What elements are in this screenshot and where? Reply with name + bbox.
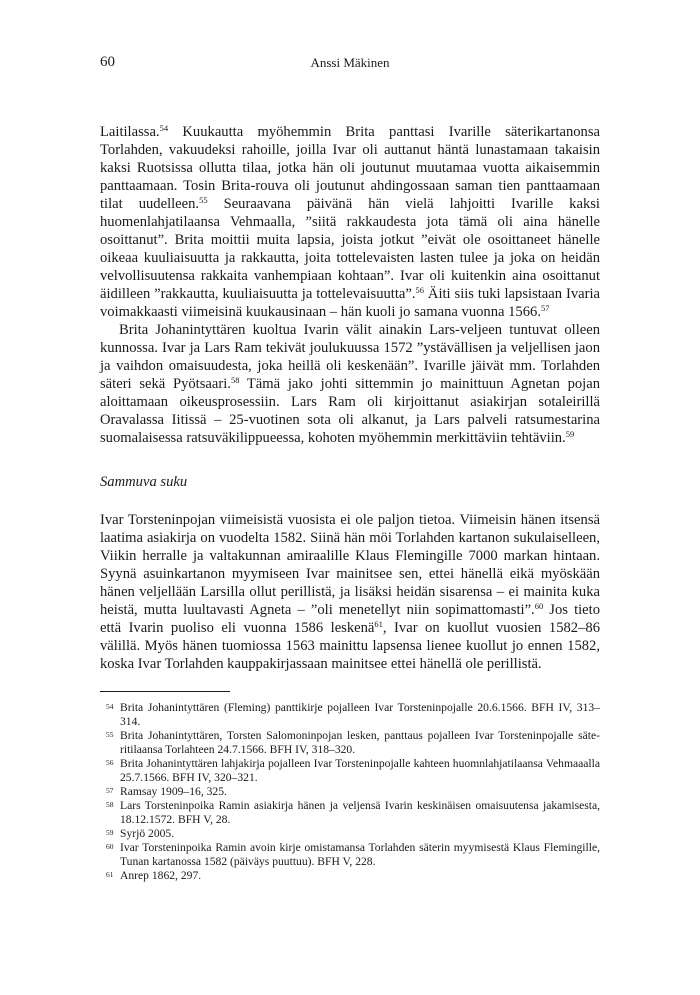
- footnote-number: 59: [106, 828, 114, 837]
- footnote: [100, 701, 600, 729]
- footnote-ref: 56: [415, 285, 424, 295]
- footnote: [100, 785, 600, 799]
- body-text: [100, 123, 600, 447]
- text-run: Ivar Torsteninpojan viimeisistä vuosista ei ole paljon tietoa. Viimeisin hänen itsensä laatima asiakirja on vuodelta 1582. Siinä hän möi Torlahden kartanon sukulaiselleen, Viikin herralle ja valtakunnan amiraalille Klaus Flemingille 7000 markan hintaan. Syynä asuinkartanon myymiseen Ivar mainitsee sen, ettei hänellä eikä myöskään hänen veljellään Larsilla ollut perillistä, ja lisäksi heidän sisarensa – ei mainita kuka heistä, mutta luultavasti Agneta – ”oli menetellyt niin sopimattomasti”.: [100, 512, 600, 618]
- text-run: Brita Johanintyttären kuoltua Ivarin välit ainakin Lars-veljeen tuntuvat olleen kunnossa. Ivar ja Lars Ram tekivät joulukuussa 1572 ”ystävällisen ja veljellisen jaon ja vaihdon omaisuudesta, joka heillä oli keskenään”. Ivarille jäivät mm. Torlahden säteri sekä Pyötsaari.: [100, 322, 600, 392]
- footnote-text: Anrep 1862, 297.: [120, 869, 202, 882]
- text-run: Laitilassa.: [100, 124, 160, 140]
- text-run: Äiti siis tuki lapsistaan Ivaria voimakkaasti viimeisinä kuukausinaan – hän kuoli jo samana vuonna 1566.: [100, 286, 600, 320]
- footnote-ref: 54: [159, 123, 169, 133]
- footnote: [100, 757, 600, 785]
- page-number: 60: [100, 54, 115, 70]
- running-title: Anssi Mäkinen: [310, 55, 390, 70]
- footnote-ref: 59: [565, 429, 575, 439]
- footnote: [100, 729, 600, 757]
- footnote-number: 54: [106, 702, 114, 711]
- footnote-ref: 60: [534, 601, 544, 611]
- footnote-number: 60: [106, 842, 114, 851]
- paragraph-2: [100, 321, 600, 447]
- footnote-rule: [100, 691, 230, 692]
- footnote-number: 61: [106, 870, 114, 879]
- footnote-number: 55: [106, 730, 114, 739]
- paragraph-1: [100, 123, 600, 321]
- text-run: Seuraavana päivänä hän vielä lahjoitti Ivarille kaksi huomenlahjatilaansa Vehmaalla, ”siitä rakkaudesta jota tämä oli aina hänelle osoittanut”. Brita moittii muita lapsia, joista jotkut ”eivät ole osoittaneet hänelle oikeaa kuuliaisuutta ja rakkautta, joita tottelevaisten lasten tulee ja joka on heidän velvollisuutensa rakkaita vanhempiaan kohtaan”. Ivar oli kuitenkin aina osoittanut äidilleen ”rakkautta, kuuliaisuutta ja tottelevaisuutta”.: [100, 196, 600, 302]
- footnotes: [100, 701, 600, 883]
- text-run: , Ivar on kuollut vuosien 1582–86 välillä. Myös hänen tuomiossa 1563 mainittu lapsensa lienee kuollut jo ennen 1582, koska Ivar Torlahden kauppakirjassaan mainitsee ettei hänellä ole perillistä.: [100, 620, 600, 672]
- section-heading: Sammuva suku: [100, 474, 188, 490]
- footnote-text: Syrjö 2005.: [120, 827, 175, 840]
- running-header: [100, 54, 600, 74]
- footnote-number: 58: [106, 800, 114, 809]
- footnote-ref: 57: [540, 303, 550, 313]
- footnote-ref: 55: [199, 195, 208, 205]
- footnote-ref: 61: [374, 619, 383, 629]
- footnote: [100, 869, 600, 883]
- footnote: [100, 841, 600, 869]
- footnote-text: Brita Johanintyttären, Torsten Salomoninpojan lesken, panttaus pojalleen Ivar Torsteninpojalle säteritilaansa Torlahteen 24.7.1566. BFH IV, 318–320.: [120, 729, 600, 756]
- footnote-text: Brita Johanintyttären lahjakirja pojalleen Ivar Torsteninpojalle kahteen huomnlahjatilaansa Vehmaaalla 25.7.1566. BFH IV, 320–321.: [120, 757, 600, 784]
- footnote-text: Brita Johanintyttären (Fleming) panttikirje pojalleen Ivar Torsteninpojalle 20.6.1566. BFH IV, 313–314.: [120, 701, 600, 728]
- footnote-ref: 58: [230, 375, 240, 385]
- paragraph-3: [100, 511, 600, 673]
- footnote: [100, 827, 600, 841]
- footnote-number: 56: [106, 758, 114, 767]
- footnote-text: Ivar Torsteninpoika Ramin avoin kirje omistamansa Torlahden säterin myymisestä Klaus Flemingille, Tunan kartanossa 1582 (päiväys puuttuu). BFH V, 228.: [120, 841, 600, 868]
- footnote-text: Lars Torsteninpoika Ramin asiakirja hänen ja veljensä Ivarin keskinäisen omaisuutensa jakamisesta, 18.12.1572. BFH V, 28.: [120, 799, 600, 826]
- text-run: Kuukautta myöhemmin Brita panttasi Ivarille säterikartanonsa Torlahden, vakuudeksi rahoille, joilla Ivar oli auttanut häntä lunastamaan takaisin kaksi Ruotsissa ollutta tilaa, jotka hän oli joutunut muutamaa vuotta aikaisemmin panttaamaan. Tosin Brita-rouva oli joutunut ahdingossaan saman tien panttaamaan tilat uudelleen.: [100, 124, 600, 212]
- footnote-text: Ramsay 1909–16, 325.: [120, 785, 227, 798]
- section-text: [100, 511, 600, 673]
- text-run: Jos tieto että Ivarin puoliso eli vuonna 1586 leskenä: [100, 602, 601, 636]
- text-run: Tämä jako johti sittemmin jo mainittuun Agnetan pojan aloittamaan oikeusprosessiin. Lars Ram oli kirjoittanut asiakirjan sotaleirillä Oravalassa Iitissä – 25-vuotinen sota oli alkanut, ja Lars palveli ratsumestarina suomalaisessa ratsuväkilippueessa, kohoten myöhemmin merkittäviin tehtäviin.: [100, 376, 601, 446]
- footnote: [100, 799, 600, 827]
- footnote-number: 57: [106, 786, 114, 795]
